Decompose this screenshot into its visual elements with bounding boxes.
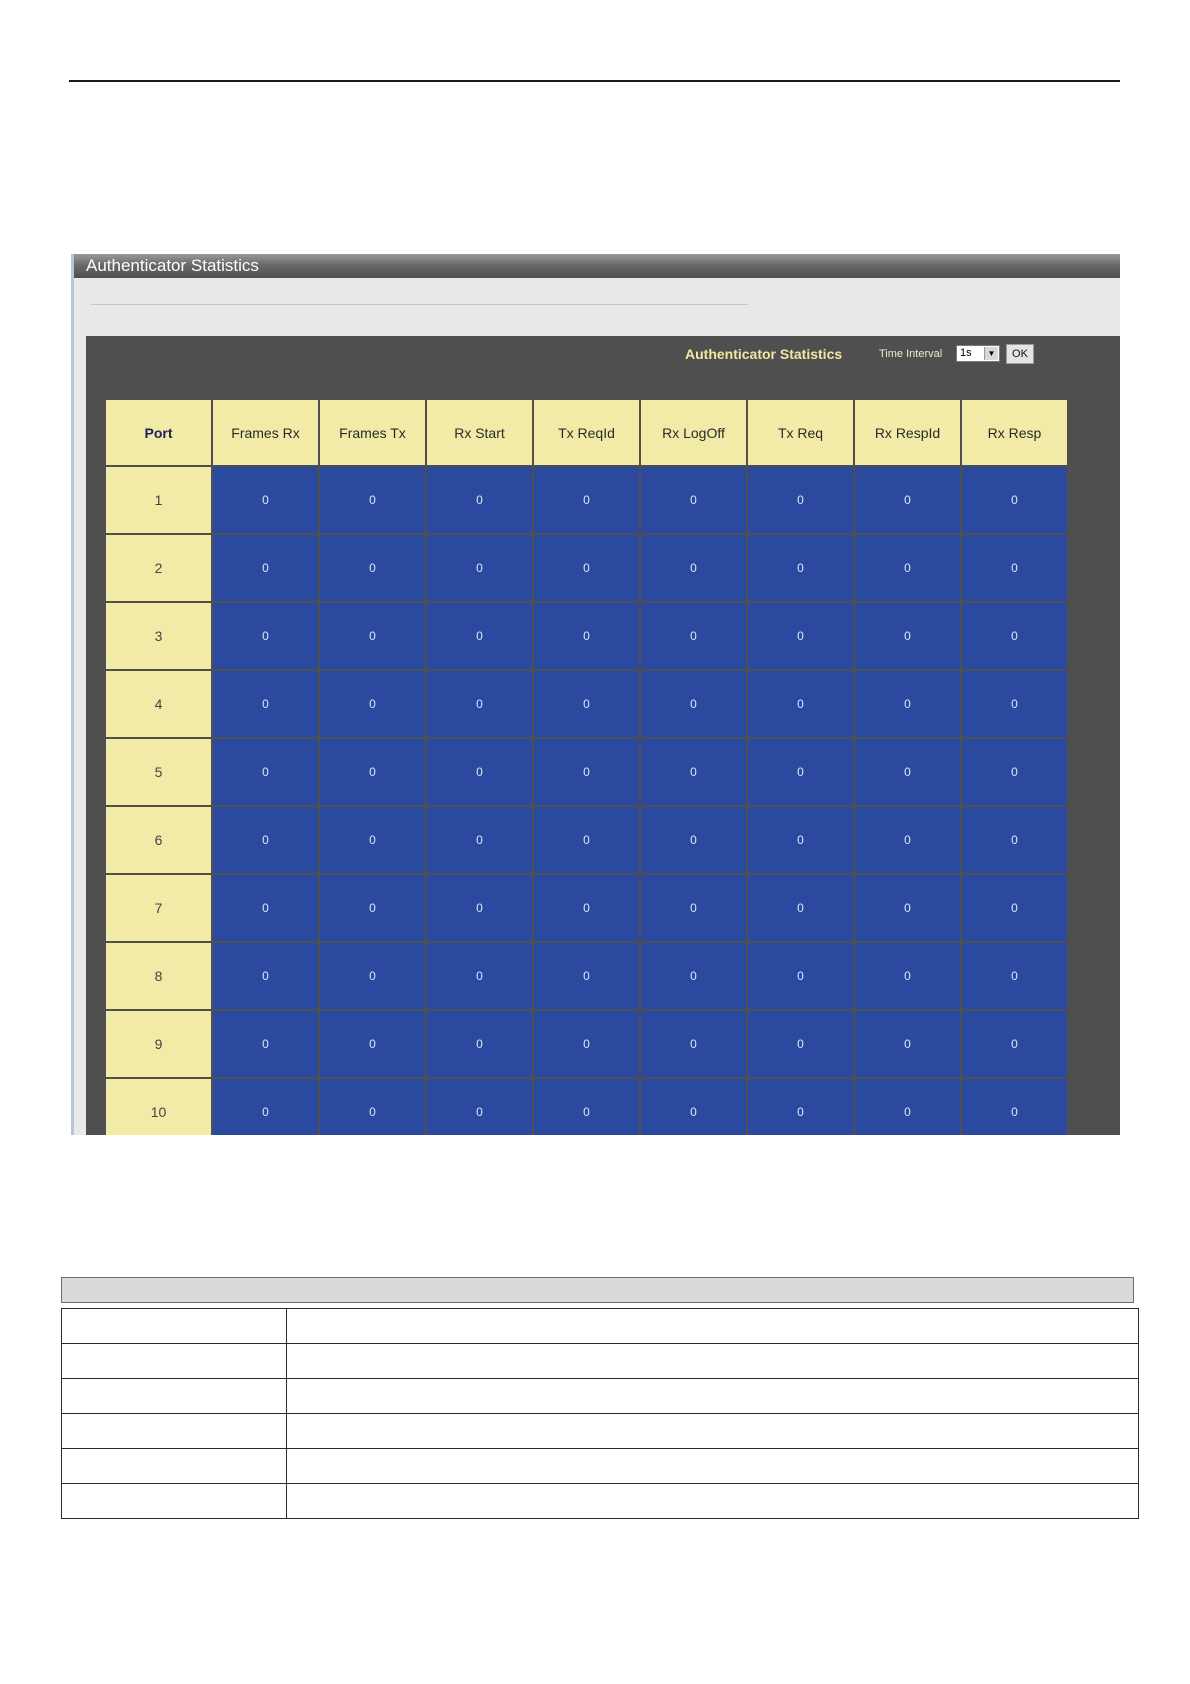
title-divider [91, 304, 748, 305]
stat-value-cell: 0 [640, 1078, 747, 1135]
port-cell: 1 [105, 466, 212, 534]
stat-value-cell: 0 [961, 466, 1068, 534]
table-row [105, 738, 1068, 806]
stat-value-cell: 0 [212, 806, 319, 874]
stat-value-cell: 0 [747, 1010, 854, 1078]
port-cell: 6 [105, 806, 212, 874]
table-row [62, 1449, 1139, 1484]
port-cell: 4 [105, 670, 212, 738]
page-top-rule [69, 80, 1120, 82]
port-cell: 5 [105, 738, 212, 806]
stat-value-cell: 0 [533, 466, 640, 534]
port-cell: 10 [105, 1078, 212, 1135]
stat-value-cell: 0 [854, 1010, 961, 1078]
stat-value-cell: 0 [426, 602, 533, 670]
stat-value-cell: 0 [854, 466, 961, 534]
port-cell: 8 [105, 942, 212, 1010]
table-row [105, 1010, 1068, 1078]
stat-value-cell: 0 [426, 942, 533, 1010]
ok-button[interactable]: OK [1006, 344, 1034, 364]
stat-value-cell: 0 [212, 1010, 319, 1078]
stat-value-cell: 0 [533, 942, 640, 1010]
port-cell: 9 [105, 1010, 212, 1078]
table-row [62, 1309, 1139, 1344]
stat-value-cell: 0 [533, 1078, 640, 1135]
column-header: Rx Start [426, 399, 533, 466]
description-cell [287, 1309, 1139, 1344]
stat-value-cell: 0 [426, 806, 533, 874]
stat-value-cell: 0 [854, 602, 961, 670]
parameter-cell [62, 1414, 287, 1449]
stat-value-cell: 0 [426, 1010, 533, 1078]
description-cell [287, 1414, 1139, 1449]
stat-value-cell: 0 [747, 874, 854, 942]
stat-value-cell: 0 [961, 874, 1068, 942]
stat-value-cell: 0 [640, 942, 747, 1010]
parameter-cell [62, 1379, 287, 1414]
table-row [62, 1484, 1139, 1519]
description-cell [287, 1379, 1139, 1414]
stat-value-cell: 0 [212, 534, 319, 602]
stat-value-cell: 0 [319, 534, 426, 602]
description-section [61, 1277, 1138, 1519]
stat-value-cell: 0 [747, 534, 854, 602]
stat-value-cell: 0 [961, 1010, 1068, 1078]
description-cell [287, 1344, 1139, 1379]
stat-value-cell: 0 [212, 942, 319, 1010]
stat-value-cell: 0 [319, 874, 426, 942]
stat-value-cell: 0 [961, 534, 1068, 602]
stat-value-cell: 0 [640, 806, 747, 874]
column-header: Rx Resp [961, 399, 1068, 466]
column-header: Rx LogOff [640, 399, 747, 466]
stat-value-cell: 0 [212, 670, 319, 738]
table-row [105, 1078, 1068, 1135]
stat-value-cell: 0 [426, 534, 533, 602]
stat-value-cell: 0 [854, 738, 961, 806]
description-table [61, 1308, 1139, 1519]
port-cell: 2 [105, 534, 212, 602]
parameter-cell [62, 1449, 287, 1484]
stat-value-cell: 0 [212, 602, 319, 670]
stat-value-cell: 0 [212, 738, 319, 806]
table-row [62, 1344, 1139, 1379]
stat-value-cell: 0 [961, 738, 1068, 806]
stat-value-cell: 0 [640, 738, 747, 806]
table-row [105, 874, 1068, 942]
stat-value-cell: 0 [426, 874, 533, 942]
stat-value-cell: 0 [426, 466, 533, 534]
stat-value-cell: 0 [533, 670, 640, 738]
stat-value-cell: 0 [747, 670, 854, 738]
stat-value-cell: 0 [319, 806, 426, 874]
parameter-cell [62, 1344, 287, 1379]
description-cell [287, 1484, 1139, 1519]
parameter-cell [62, 1309, 287, 1344]
stat-value-cell: 0 [747, 738, 854, 806]
stat-value-cell: 0 [854, 534, 961, 602]
column-header: Frames Rx [212, 399, 319, 466]
stat-value-cell: 0 [747, 806, 854, 874]
statistics-panel [86, 336, 1120, 1135]
stat-value-cell: 0 [640, 534, 747, 602]
statistics-table [104, 398, 1069, 1135]
stat-value-cell: 0 [854, 806, 961, 874]
panel-header [86, 336, 1120, 376]
stat-value-cell: 0 [533, 1010, 640, 1078]
stat-value-cell: 0 [640, 1010, 747, 1078]
stat-value-cell: 0 [319, 1010, 426, 1078]
stat-value-cell: 0 [747, 602, 854, 670]
statistics-table-body [105, 466, 1068, 1135]
stat-value-cell: 0 [426, 738, 533, 806]
stat-value-cell: 0 [747, 466, 854, 534]
table-row [62, 1414, 1139, 1449]
parameter-cell [62, 1484, 287, 1519]
stat-value-cell: 0 [533, 602, 640, 670]
table-row [105, 466, 1068, 534]
stat-value-cell: 0 [533, 738, 640, 806]
stat-value-cell: 0 [961, 806, 1068, 874]
port-cell: 3 [105, 602, 212, 670]
time-interval-select[interactable] [956, 345, 1000, 362]
stat-value-cell: 0 [533, 874, 640, 942]
table-row [105, 534, 1068, 602]
stat-value-cell: 0 [533, 534, 640, 602]
window-title: Authenticator Statistics [74, 254, 1120, 278]
stat-value-cell: 0 [319, 738, 426, 806]
stat-value-cell: 0 [961, 602, 1068, 670]
time-interval-label: Time Interval [879, 348, 943, 360]
description-table-body [62, 1309, 1139, 1519]
stat-value-cell: 0 [212, 1078, 319, 1135]
table-row [105, 602, 1068, 670]
stat-value-cell: 0 [640, 602, 747, 670]
stat-value-cell: 0 [319, 602, 426, 670]
stat-value-cell: 0 [640, 874, 747, 942]
panel-title: Authenticator Statistics [685, 346, 843, 362]
stat-value-cell: 0 [640, 466, 747, 534]
column-header: Rx RespId [854, 399, 961, 466]
table-row [105, 806, 1068, 874]
authenticator-statistics-screenshot [71, 254, 1120, 1135]
column-header: Port [105, 399, 212, 466]
stat-value-cell: 0 [854, 670, 961, 738]
stat-value-cell: 0 [854, 874, 961, 942]
stat-value-cell: 0 [426, 1078, 533, 1135]
stat-value-cell: 0 [854, 942, 961, 1010]
table-row [105, 670, 1068, 738]
table-row [105, 942, 1068, 1010]
column-header: Tx Req [747, 399, 854, 466]
port-cell: 7 [105, 874, 212, 942]
stat-value-cell: 0 [747, 942, 854, 1010]
table-row [62, 1379, 1139, 1414]
stat-value-cell: 0 [961, 1078, 1068, 1135]
description-table-header [61, 1277, 1134, 1303]
stat-value-cell: 0 [961, 670, 1068, 738]
stat-value-cell: 0 [961, 942, 1068, 1010]
stat-value-cell: 0 [533, 806, 640, 874]
stat-value-cell: 0 [212, 466, 319, 534]
chevron-down-icon[interactable]: ▼ [984, 347, 998, 360]
stat-value-cell: 0 [319, 670, 426, 738]
table-header-row [105, 399, 1068, 466]
stat-value-cell: 0 [640, 670, 747, 738]
stat-value-cell: 0 [319, 1078, 426, 1135]
time-interval-value: 1s [960, 347, 972, 359]
stat-value-cell: 0 [747, 1078, 854, 1135]
stat-value-cell: 0 [319, 466, 426, 534]
stat-value-cell: 0 [426, 670, 533, 738]
stat-value-cell: 0 [212, 874, 319, 942]
stat-value-cell: 0 [319, 942, 426, 1010]
column-header: Tx ReqId [533, 399, 640, 466]
stat-value-cell: 0 [854, 1078, 961, 1135]
column-header: Frames Tx [319, 399, 426, 466]
description-cell [287, 1449, 1139, 1484]
